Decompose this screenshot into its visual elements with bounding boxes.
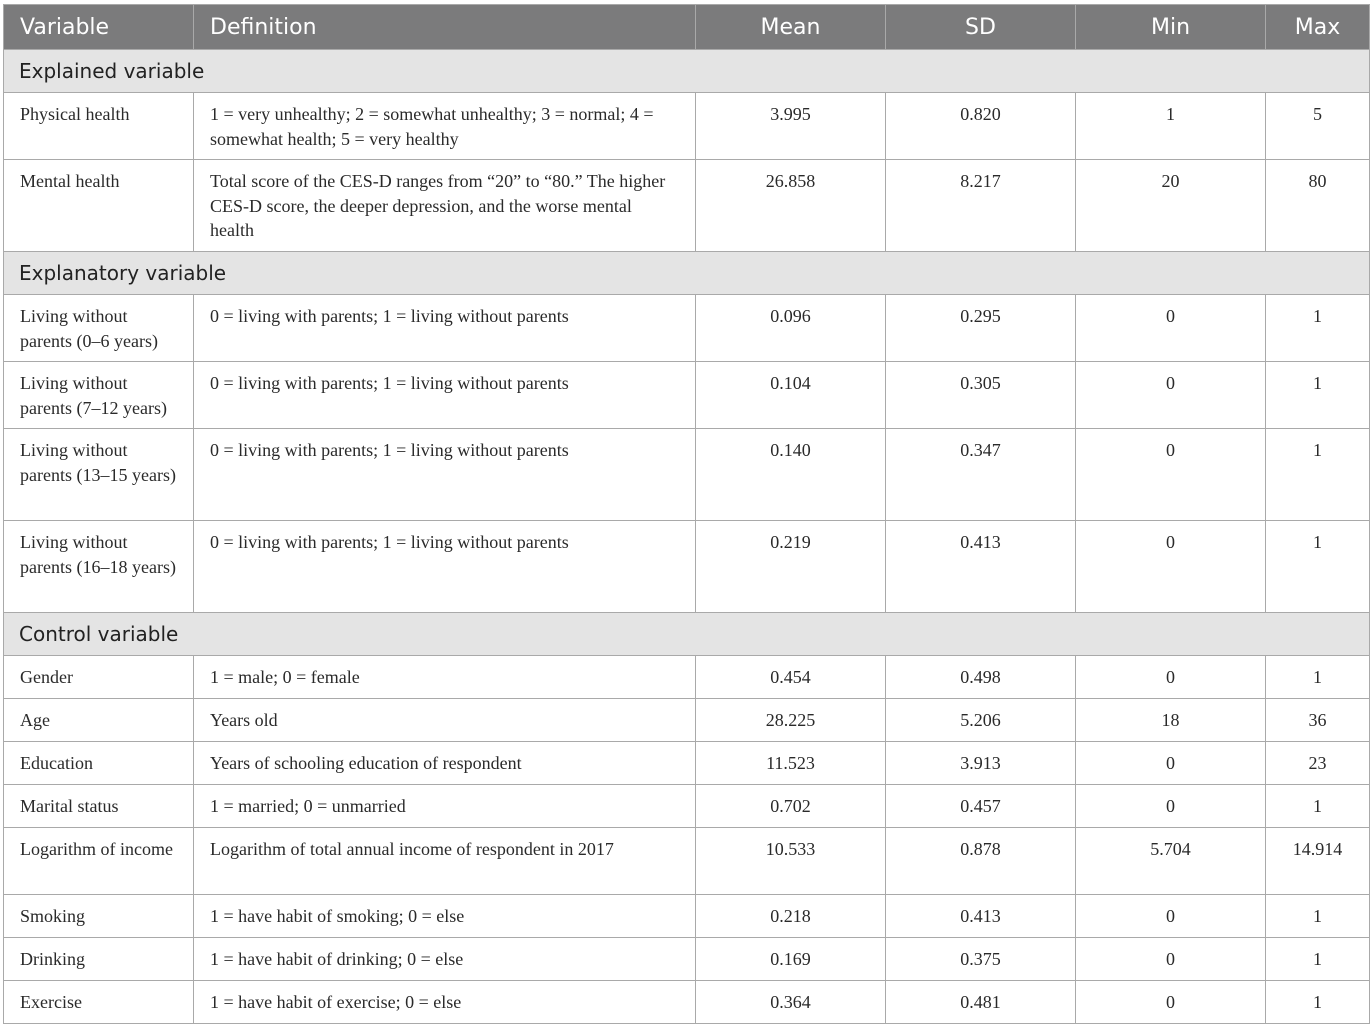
table-row [4,742,1370,785]
sd-cell: 0.457 [886,785,1076,828]
definition-cell: Years old [194,699,696,742]
table-row [4,981,1370,1024]
variable-cell: Living without parents (0–6 years) [4,295,194,362]
sd-cell: 5.206 [886,699,1076,742]
mean-cell: 11.523 [696,742,886,785]
max-cell: 23 [1266,742,1370,785]
sd-cell: 0.413 [886,521,1076,613]
section-row [4,50,1370,93]
max-cell: 1 [1266,656,1370,699]
variable-cell: Physical health [4,93,194,160]
header-mean: Mean [696,5,886,50]
sd-cell: 0.498 [886,656,1076,699]
variable-cell: Logarithm of income [4,828,194,895]
definition-cell: 1 = have habit of drinking; 0 = else [194,938,696,981]
sd-cell: 0.375 [886,938,1076,981]
max-cell: 80 [1266,160,1370,252]
min-cell: 5.704 [1076,828,1266,895]
header-sd: SD [886,5,1076,50]
sd-cell: 0.305 [886,362,1076,429]
mean-cell: 0.219 [696,521,886,613]
mean-cell: 0.096 [696,295,886,362]
max-cell: 1 [1266,785,1370,828]
variable-cell: Age [4,699,194,742]
min-cell: 0 [1076,429,1266,521]
definition-cell: 1 = have habit of exercise; 0 = else [194,981,696,1024]
mean-cell: 0.104 [696,362,886,429]
variable-cell: Marital status [4,785,194,828]
table-row [4,93,1370,160]
definition-cell: 0 = living with parents; 1 = living without parents [194,362,696,429]
sd-cell: 0.878 [886,828,1076,895]
sd-cell: 8.217 [886,160,1076,252]
max-cell: 1 [1266,429,1370,521]
min-cell: 0 [1076,895,1266,938]
mean-cell: 0.169 [696,938,886,981]
min-cell: 0 [1076,656,1266,699]
mean-cell: 0.702 [696,785,886,828]
section-title: Explained variable [4,50,1370,93]
min-cell: 1 [1076,93,1266,160]
min-cell: 20 [1076,160,1266,252]
max-cell: 1 [1266,981,1370,1024]
max-cell: 14.914 [1266,828,1370,895]
section-title: Control variable [4,613,1370,656]
definition-cell: Logarithm of total annual income of respondent in 2017 [194,828,696,895]
variable-cell: Exercise [4,981,194,1024]
variable-cell: Mental health [4,160,194,252]
mean-cell: 0.454 [696,656,886,699]
variable-cell: Living without parents (7–12 years) [4,362,194,429]
variable-cell: Smoking [4,895,194,938]
table-row [4,828,1370,895]
sd-cell: 0.347 [886,429,1076,521]
sd-cell: 0.481 [886,981,1076,1024]
summary-statistics-table [3,4,1370,1024]
mean-cell: 28.225 [696,699,886,742]
header-max: Max [1266,5,1370,50]
section-title: Explanatory variable [4,252,1370,295]
header-row [4,5,1370,50]
table-row [4,656,1370,699]
mean-cell: 26.858 [696,160,886,252]
max-cell: 1 [1266,938,1370,981]
definition-cell: 0 = living with parents; 1 = living without parents [194,295,696,362]
table-row [4,362,1370,429]
mean-cell: 3.995 [696,93,886,160]
sd-cell: 0.413 [886,895,1076,938]
sd-cell: 3.913 [886,742,1076,785]
table-row [4,785,1370,828]
min-cell: 0 [1076,981,1266,1024]
max-cell: 1 [1266,295,1370,362]
max-cell: 5 [1266,93,1370,160]
definition-cell: 1 = married; 0 = unmarried [194,785,696,828]
variable-cell: Drinking [4,938,194,981]
definition-cell: 0 = living with parents; 1 = living without parents [194,521,696,613]
mean-cell: 0.140 [696,429,886,521]
definition-cell: 0 = living with parents; 1 = living without parents [194,429,696,521]
section-row [4,613,1370,656]
max-cell: 1 [1266,895,1370,938]
variable-cell: Living without parents (13–15 years) [4,429,194,521]
mean-cell: 0.218 [696,895,886,938]
definition-cell: Years of schooling education of respondent [194,742,696,785]
mean-cell: 0.364 [696,981,886,1024]
definition-cell: Total score of the CES-D ranges from “20” to “80.” The higher CES-D score, the deeper depression, and the worse mental health [194,160,696,252]
table-row [4,295,1370,362]
header-definition: Definition [194,5,696,50]
variable-cell: Gender [4,656,194,699]
max-cell: 36 [1266,699,1370,742]
max-cell: 1 [1266,362,1370,429]
header-variable: Variable [4,5,194,50]
table-row [4,895,1370,938]
definition-cell: 1 = male; 0 = female [194,656,696,699]
variable-cell: Education [4,742,194,785]
min-cell: 0 [1076,938,1266,981]
min-cell: 0 [1076,521,1266,613]
variable-cell: Living without parents (16–18 years) [4,521,194,613]
section-row [4,252,1370,295]
table-row [4,160,1370,252]
definition-cell: 1 = have habit of smoking; 0 = else [194,895,696,938]
table-row [4,521,1370,613]
min-cell: 18 [1076,699,1266,742]
mean-cell: 10.533 [696,828,886,895]
min-cell: 0 [1076,785,1266,828]
definition-cell: 1 = very unhealthy; 2 = somewhat unhealthy; 3 = normal; 4 = somewhat health; 5 = very healthy [194,93,696,160]
table-row [4,429,1370,521]
max-cell: 1 [1266,521,1370,613]
table-row [4,699,1370,742]
header-min: Min [1076,5,1266,50]
min-cell: 0 [1076,362,1266,429]
sd-cell: 0.820 [886,93,1076,160]
sd-cell: 0.295 [886,295,1076,362]
min-cell: 0 [1076,295,1266,362]
min-cell: 0 [1076,742,1266,785]
table-row [4,938,1370,981]
